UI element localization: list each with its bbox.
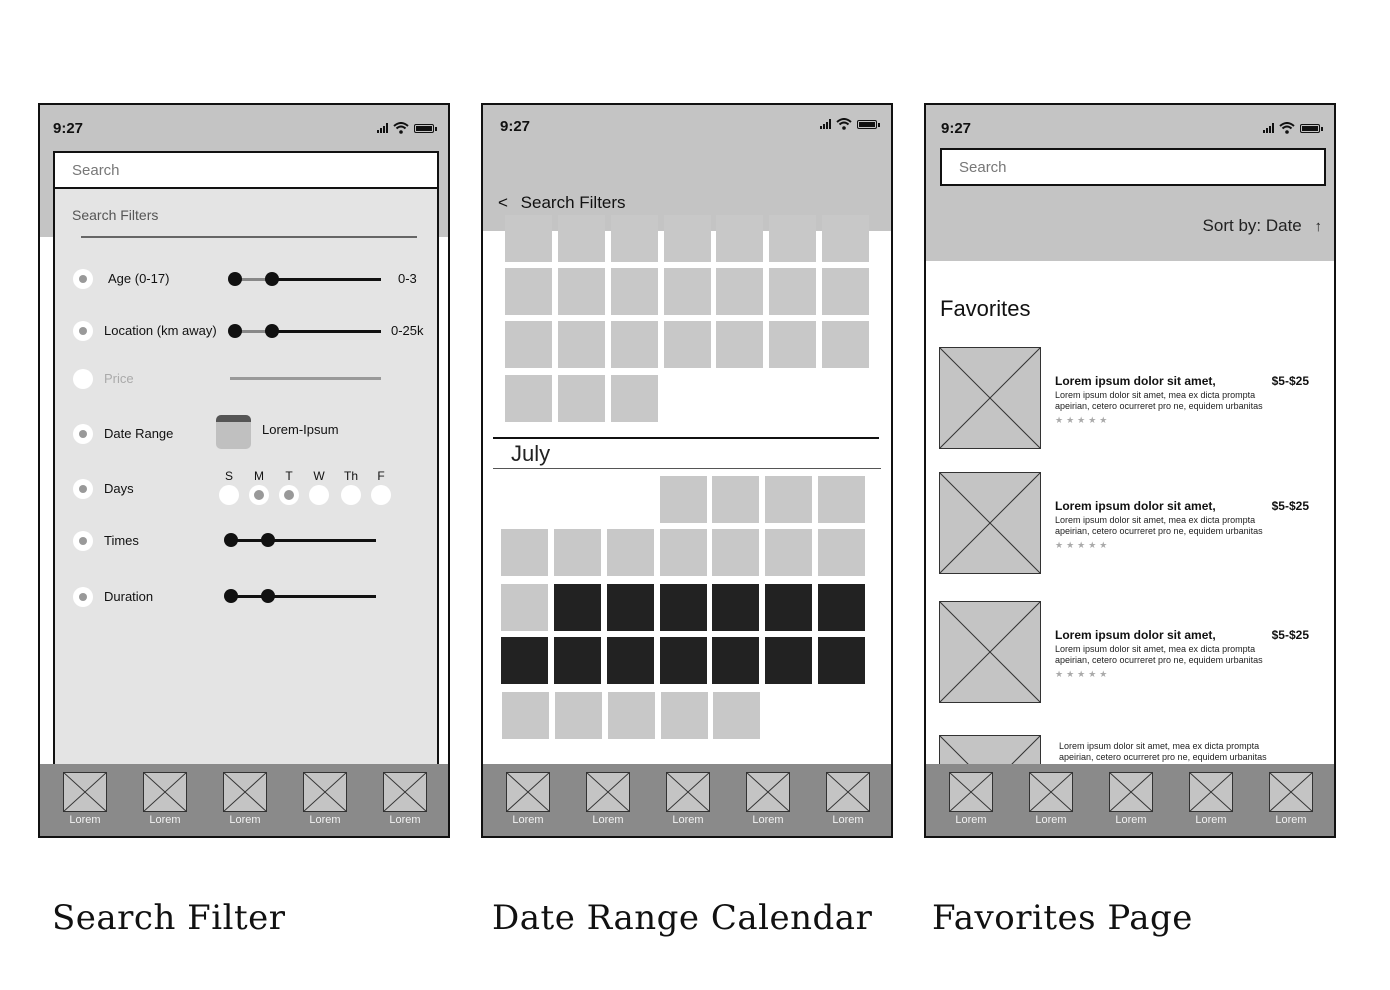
calendar-day[interactable] [554,529,601,576]
favorite-price: $5-$25 [1271,499,1309,513]
image-placeholder-icon [939,347,1041,449]
search-placeholder: Search [959,158,1007,176]
image-placeholder-icon [1029,772,1073,812]
nav-item-label: Lorem [512,814,544,826]
price-slider-track[interactable] [230,377,381,380]
back-chevron-icon: < [498,193,508,212]
nav-item-label: Lorem [229,814,261,826]
bottom-nav [926,764,1334,836]
nav-item[interactable] [946,772,996,826]
duration-slider-min-handle[interactable] [224,589,238,603]
image-placeholder-icon [949,772,993,812]
status-time: 9:27 [500,118,531,135]
days-radio[interactable] [73,479,93,499]
day-letter: F [377,469,385,483]
nav-item[interactable] [823,772,873,826]
age-label: Age (0-17) [108,271,170,286]
back-button[interactable] [498,193,626,213]
favorite-price: $5-$25 [1271,628,1309,642]
calendar-day[interactable] [765,529,812,576]
date-range-value: Lorem-Ipsum [262,422,339,437]
signal-icon [377,123,388,133]
calendar-day[interactable] [611,375,658,422]
age-value: 0-3 [398,271,417,286]
calendar-day[interactable] [660,476,707,523]
date-range-calendar-screen [481,103,893,838]
calendar-day-selected[interactable] [712,637,759,684]
nav-item-label: Lorem [149,814,181,826]
image-placeholder-icon [1109,772,1153,812]
search-input[interactable] [940,148,1326,186]
calendar-day[interactable] [818,476,865,523]
status-time: 9:27 [941,120,972,137]
nav-item[interactable] [1186,772,1236,826]
nav-item-label: Lorem [1195,814,1227,826]
location-value: 0-25k [391,323,424,338]
battery-icon [1300,124,1320,133]
favorite-description: Lorem ipsum dolor sit amet, mea ex dicta prompta apeirian, cetero ocurreret pro ne, equidem urbanitas [1055,515,1263,536]
status-icons [377,122,434,134]
times-slider-min-handle[interactable] [224,533,238,547]
favorites-screen [924,103,1336,838]
filter-row-price [40,364,448,394]
duration-radio[interactable] [73,587,93,607]
age-slider-max-handle[interactable] [265,272,279,286]
nav-item[interactable] [300,772,350,826]
day-thursday[interactable] [340,469,362,505]
nav-item[interactable] [140,772,190,826]
calendar-day[interactable] [608,692,655,739]
favorite-title: Lorem ipsum dolor sit amet, [1055,499,1216,513]
duration-label: Duration [104,589,154,604]
caption-date-range-calendar: Date Range Calendar [492,898,873,938]
panel-divider [81,236,417,238]
calendar-day[interactable] [555,692,602,739]
sort-arrow-icon: ↑ [1314,218,1322,235]
nav-item[interactable] [503,772,553,826]
calendar-day[interactable] [716,215,763,262]
nav-item-label: Lorem [832,814,864,826]
nav-item-label: Lorem [309,814,341,826]
duration-slider-max-handle[interactable] [261,589,275,603]
duration-slider-track[interactable] [230,595,376,598]
times-slider-max-handle[interactable] [261,533,275,547]
sort-control[interactable] [1203,216,1322,236]
filter-row-times [40,526,448,556]
filter-row-age [40,264,448,294]
search-filter-screen [38,103,450,838]
favorite-description: Lorem ipsum dolor sit amet, mea ex dicta prompta apeirian, cetero ocurreret pro ne, equidem urbanitas [1059,741,1267,762]
caption-favorites-page: Favorites Page [932,898,1193,938]
date-range-label: Date Range [104,426,174,441]
calendar-day-selected[interactable] [607,584,654,631]
signal-icon [1263,123,1274,133]
location-slider-max-handle[interactable] [265,324,279,338]
filter-row-duration [40,582,448,612]
image-placeholder-icon [826,772,870,812]
filter-row-location [40,316,448,346]
nav-item[interactable] [1106,772,1156,826]
calendar-day-selected[interactable] [660,637,707,684]
caption-search-filter: Search Filter [52,898,286,938]
nav-item[interactable] [663,772,713,826]
calendar-day[interactable] [765,476,812,523]
times-slider-track[interactable] [230,539,376,542]
wifi-icon [393,122,409,134]
nav-item[interactable] [60,772,110,826]
battery-icon [414,124,434,133]
nav-item[interactable] [583,772,633,826]
favorite-title: Lorem ipsum dolor sit amet, [1055,374,1216,388]
wifi-icon [1279,122,1295,134]
calendar-day[interactable] [712,476,759,523]
day-letter: S [224,469,233,483]
calendar-day-selected[interactable] [712,584,759,631]
day-sunday[interactable] [218,469,240,505]
nav-item-label: Lorem [1275,814,1307,826]
image-placeholder-icon [1269,772,1313,812]
calendar-day-selected[interactable] [765,637,812,684]
nav-item-label: Lorem [389,814,421,826]
favorite-title: Lorem ipsum dolor sit amet, [1055,628,1216,642]
image-placeholder-icon [586,772,630,812]
calendar-day[interactable] [769,321,816,368]
calendar-day[interactable] [607,529,654,576]
day-wednesday[interactable] [308,469,330,505]
nav-item[interactable] [743,772,793,826]
calendar-day[interactable] [558,321,605,368]
image-placeholder-icon [746,772,790,812]
nav-item[interactable] [380,772,430,826]
rating-stars: ★★★★★ [1055,669,1111,679]
calendar-day[interactable] [664,215,711,262]
image-placeholder-icon [666,772,710,812]
calendar-day-selected[interactable] [660,584,707,631]
image-placeholder-icon [1189,772,1233,812]
image-placeholder-icon [143,772,187,812]
times-radio[interactable] [73,531,93,551]
calendar-day[interactable] [558,215,605,262]
search-placeholder: Search [72,161,120,179]
nav-item[interactable] [1266,772,1316,826]
calendar-day-selected[interactable] [818,584,865,631]
section-title: Favorites [940,296,1031,321]
favorite-item[interactable] [939,347,1309,449]
image-placeholder-icon [63,772,107,812]
calendar-day[interactable] [822,215,869,262]
calendar-day[interactable] [716,321,763,368]
bottom-nav [40,764,448,836]
age-radio[interactable] [73,269,93,289]
day-letter: W [313,469,325,483]
calendar-day[interactable] [661,692,708,739]
search-input[interactable] [53,151,439,189]
calendar-day[interactable] [558,268,605,315]
calendar-day[interactable] [769,215,816,262]
status-icons [820,118,877,130]
filter-panel [53,151,439,769]
panel-title: Search Filters [72,207,159,223]
month-divider-top [493,437,879,439]
calendar-day[interactable] [712,529,759,576]
day-letter: Th [343,469,358,483]
location-slider-min-handle[interactable] [228,324,242,338]
month-label: July [511,441,551,466]
day-friday[interactable] [370,469,392,505]
days-label: Days [104,481,134,496]
battery-icon [857,120,877,129]
calendar-day[interactable] [660,529,707,576]
price-label: Price [104,371,134,386]
calendar-day[interactable] [611,321,658,368]
calendar-day[interactable] [501,584,548,631]
calendar-day-selected[interactable] [607,637,654,684]
calendar-day[interactable] [502,692,549,739]
calendar-day[interactable] [501,529,548,576]
age-slider-min-handle[interactable] [228,272,242,286]
calendar-day-selected[interactable] [554,584,601,631]
image-placeholder-icon [939,472,1041,574]
image-placeholder-icon [303,772,347,812]
nav-item-label: Lorem [592,814,624,826]
day-tuesday[interactable] [278,469,300,505]
calendar-day[interactable] [505,268,552,315]
calendar-day[interactable] [664,321,711,368]
calendar-day[interactable] [505,375,552,422]
calendar-day[interactable] [558,375,605,422]
day-letter: T [285,469,293,483]
calendar-day-selected[interactable] [554,637,601,684]
calendar-day[interactable] [611,268,658,315]
header-title: Search Filters [520,193,626,212]
status-time: 9:27 [53,120,84,137]
image-placeholder-icon [383,772,427,812]
calendar-day[interactable] [822,321,869,368]
calendar-day[interactable] [822,268,869,315]
calendar-day-selected[interactable] [818,637,865,684]
nav-item-label: Lorem [69,814,101,826]
calendar-day[interactable] [664,268,711,315]
filter-row-date-range [40,419,448,449]
status-icons [1263,122,1320,134]
nav-item-label: Lorem [752,814,784,826]
calendar-day-selected[interactable] [765,584,812,631]
sort-label: Sort by: Date [1202,216,1302,235]
calendar-day[interactable] [713,692,760,739]
image-placeholder-icon [939,601,1041,703]
calendar-day-selected[interactable] [501,637,548,684]
price-radio[interactable] [73,369,93,389]
nav-item-label: Lorem [1035,814,1067,826]
location-radio[interactable] [73,321,93,341]
calendar-day[interactable] [716,268,763,315]
image-placeholder-icon [506,772,550,812]
calendar-day[interactable] [505,215,552,262]
favorite-price: $5-$25 [1271,374,1309,388]
day-letter: M [254,469,264,483]
image-placeholder-icon [223,772,267,812]
nav-item-label: Lorem [1115,814,1147,826]
favorite-description: Lorem ipsum dolor sit amet, mea ex dicta prompta apeirian, cetero ocurreret pro ne, equidem urbanitas [1055,390,1263,411]
calendar-day[interactable] [611,215,658,262]
wifi-icon [836,118,852,130]
bottom-nav [483,764,891,836]
nav-item-label: Lorem [955,814,987,826]
filter-row-days [40,469,448,504]
calendar-day[interactable] [818,529,865,576]
nav-item-label: Lorem [672,814,704,826]
calendar-icon[interactable] [216,415,251,449]
date-range-radio[interactable] [73,424,93,444]
location-label: Location (km away) [104,323,217,338]
month-divider-bottom [493,468,881,469]
rating-stars: ★★★★★ [1055,415,1111,425]
signal-icon [820,119,831,129]
day-monday[interactable] [248,469,270,505]
calendar-day[interactable] [505,321,552,368]
favorite-item[interactable] [939,472,1309,574]
favorite-description: Lorem ipsum dolor sit amet, mea ex dicta prompta apeirian, cetero ocurreret pro ne, equidem urbanitas [1055,644,1263,665]
times-label: Times [104,533,139,548]
nav-item[interactable] [220,772,270,826]
rating-stars: ★★★★★ [1055,540,1111,550]
nav-item[interactable] [1026,772,1076,826]
favorite-item[interactable] [939,601,1309,703]
calendar-day[interactable] [769,268,816,315]
